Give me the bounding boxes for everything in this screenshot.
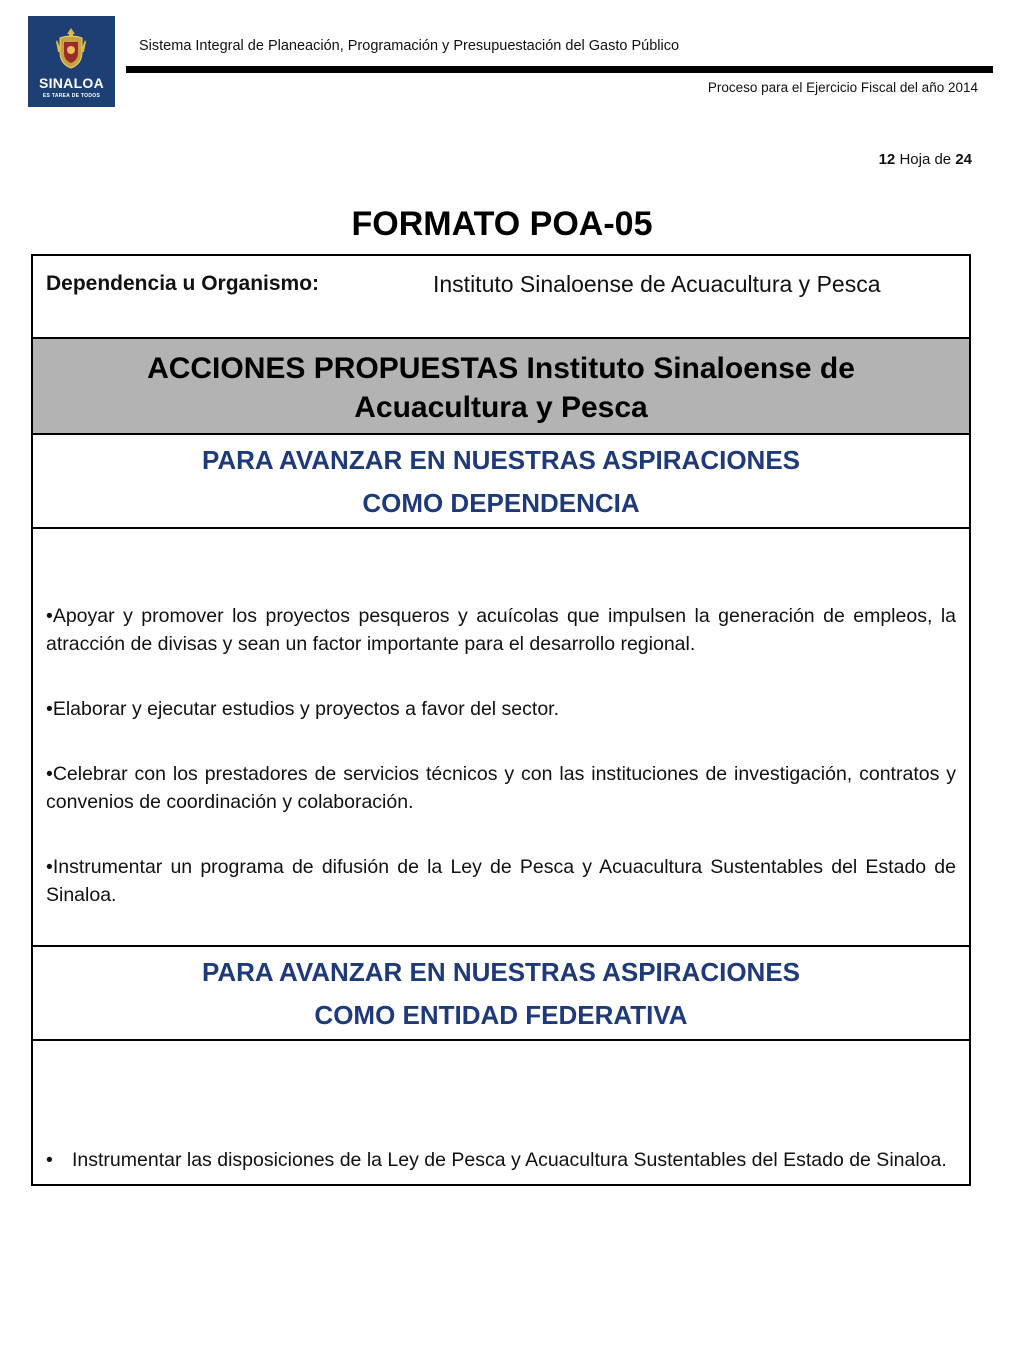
logo-slogan: ES TAREA DE TODOS	[42, 93, 101, 99]
page-label: Hoja de	[899, 151, 952, 168]
bullet-marker: •	[46, 1149, 53, 1171]
action-item: •Instrumentar un programa de difusión de la Ley de Pesca y Acuacultura Sustentables del Estado de Sinaloa.	[46, 856, 956, 906]
section-title-line2: COMO ENTIDAD FEDERATIVA	[314, 1000, 688, 1030]
dependency-value: Instituto Sinaloense de Acuacultura y Pesca	[433, 271, 881, 297]
sinaloa-logo	[28, 16, 115, 107]
header-subtitle: Proceso para el Ejercicio Fiscal del año 2014	[707, 80, 978, 95]
header-title: Sistema Integral de Planeación, Programación y Presupuestación del Gasto Público	[139, 38, 680, 54]
section-title-line2: COMO DEPENDENCIA	[362, 488, 640, 518]
poa-form-table	[31, 254, 971, 1186]
document-title: FORMATO POA-05	[351, 205, 653, 243]
page-current: 12	[878, 151, 896, 168]
section-body-entidad-federativa	[33, 1041, 969, 1184]
section-body-dependencia	[33, 529, 969, 947]
coat-of-arms-icon	[56, 26, 86, 70]
action-item-text: Instrumentar las disposiciones de la Ley de Pesca y Acuacultura Sustentables del Estado de Sinaloa.	[72, 1149, 947, 1171]
dependency-row	[33, 256, 969, 339]
page-number	[879, 151, 972, 168]
action-item: •Elaborar y ejecutar estudios y proyectos a favor del sector.	[46, 698, 559, 720]
action-item: •Apoyar y promover los proyectos pesqueros y acuícolas que impulsen la generación de empleos, la atracción de divisas y sean un factor importante para el desarrollo regional.	[46, 605, 956, 655]
action-item	[46, 1146, 956, 1174]
action-item: •Celebrar con los prestadores de servicios técnicos y con las instituciones de investigación, contratos y convenios de coordinación y colaboración.	[46, 763, 956, 813]
section-title-entidad-federativa	[33, 947, 969, 1041]
actions-header-line1: ACCIONES PROPUESTAS Instituto Sinaloense de	[147, 352, 855, 385]
dependency-label: Dependencia u Organismo:	[46, 272, 320, 295]
header-divider	[126, 66, 993, 73]
actions-header-line2: Acuacultura y Pesca	[354, 391, 648, 424]
section-title-line1: PARA AVANZAR EN NUESTRAS ASPIRACIONES	[201, 445, 801, 475]
actions-header	[33, 339, 969, 435]
logo-name: SINALOA	[38, 75, 105, 91]
section-title-dependencia	[33, 435, 969, 529]
page-total: 24	[955, 151, 972, 168]
section-title-line1: PARA AVANZAR EN NUESTRAS ASPIRACIONES	[201, 957, 801, 987]
